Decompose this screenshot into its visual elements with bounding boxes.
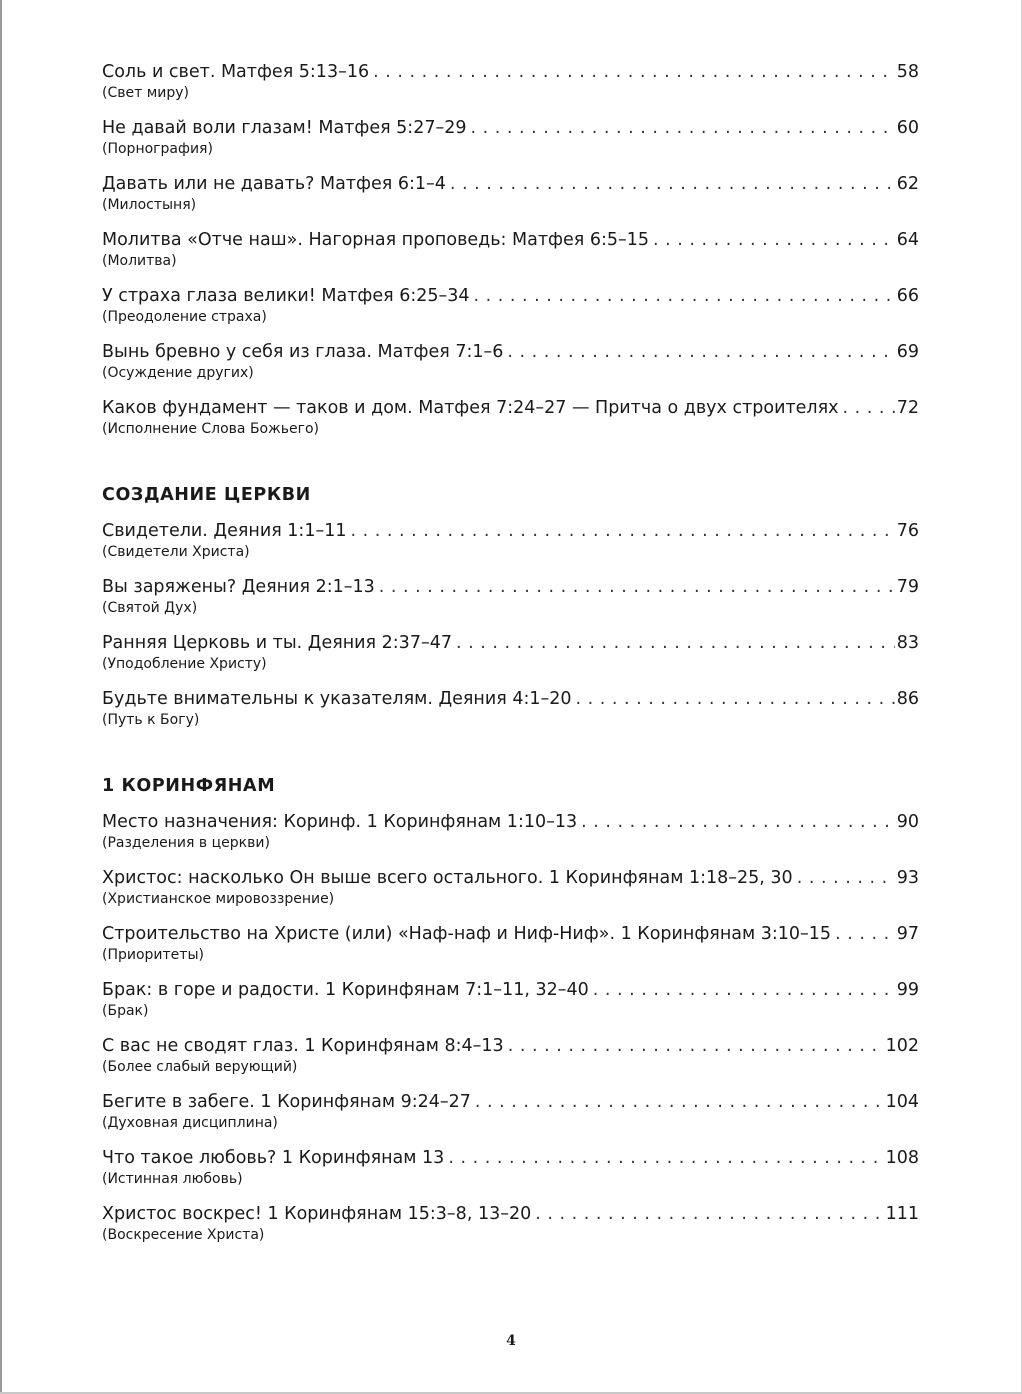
- toc-entry: [102, 173, 919, 229]
- toc-page-number: 93: [896, 868, 919, 888]
- toc-entry-topic: (Свидетели Христа): [102, 544, 250, 560]
- toc-entry-title: У страха глаза велики! Матфея 6:25–34: [102, 286, 470, 306]
- toc-entry-title: Вы заряжены? Деяния 2:1–13: [102, 577, 375, 597]
- toc-entry-line: [102, 576, 919, 599]
- toc-entry-line: [102, 1147, 919, 1170]
- toc-page-number: 108: [885, 1148, 919, 1168]
- dot-leader: [456, 632, 895, 655]
- toc-page-number: 72: [896, 398, 919, 418]
- toc-page-number: 99: [896, 980, 919, 1000]
- dot-leader: [843, 397, 895, 420]
- toc-entry-title: С вас не сводят глаз. 1 Коринфянам 8:4–13: [102, 1036, 504, 1056]
- toc-entry: [102, 688, 919, 744]
- page-left-edge: [0, 0, 2, 1394]
- toc-entry-line: [102, 979, 919, 1002]
- dot-leader: [379, 576, 895, 599]
- toc-entry: [102, 1147, 919, 1203]
- toc-entry-topic: (Более слабый верующий): [102, 1059, 298, 1075]
- toc-entry-title: Давать или не давать? Матфея 6:1–4: [102, 174, 446, 194]
- toc-entry: [102, 285, 919, 341]
- toc-page-number: 62: [896, 174, 919, 194]
- toc-entry-topic: (Уподобление Христу): [102, 656, 267, 672]
- toc-page-number: 97: [896, 924, 919, 944]
- toc-entry-line: [102, 688, 919, 711]
- toc-entry-line: [102, 229, 919, 252]
- dot-leader: [535, 1203, 883, 1226]
- toc-entry-line: [102, 1203, 919, 1226]
- dot-leader: [507, 341, 894, 364]
- toc-page-number: 86: [896, 689, 919, 709]
- section-heading: СОЗДАНИЕ ЦЕРКВИ: [102, 485, 311, 505]
- toc-entry-topic: (Святой Дух): [102, 600, 198, 616]
- dot-leader: [581, 811, 895, 834]
- toc-entry-topic: (Молитва): [102, 253, 177, 269]
- toc-entry-line: [102, 117, 919, 140]
- dot-leader: [576, 688, 895, 711]
- toc-entry-topic: (Путь к Богу): [102, 712, 200, 728]
- toc-page-number: 60: [896, 118, 919, 138]
- toc-entry-topic: (Истинная любовь): [102, 1171, 243, 1187]
- toc-entry-line: [102, 1035, 919, 1058]
- toc-entry: [102, 229, 919, 285]
- toc-entry: [102, 979, 919, 1035]
- toc-page-number: 58: [896, 62, 919, 82]
- toc-entry-topic: (Свет миру): [102, 85, 190, 101]
- section-heading: 1 КОРИНФЯНАМ: [102, 776, 276, 796]
- dot-leader: [593, 979, 895, 1002]
- dot-leader: [474, 285, 895, 308]
- toc-entry-topic: (Духовная дисциплина): [102, 1115, 278, 1131]
- toc-entry-title: Христос воскрес! 1 Коринфянам 15:3–8, 13–20: [102, 1204, 532, 1224]
- toc-entry-topic: (Воскресение Христа): [102, 1227, 265, 1243]
- toc-entry-topic: (Брак): [102, 1003, 149, 1019]
- toc-entry: [102, 1035, 919, 1091]
- toc-entry-line: [102, 397, 919, 420]
- toc-entry-line: [102, 811, 919, 834]
- toc-entry: [102, 61, 919, 117]
- toc-entry-line: [102, 923, 919, 946]
- toc-entry-title: Каков фундамент — таков и дом. Матфея 7:24–27 — Притча о двух строителях: [102, 398, 839, 418]
- dot-leader: [508, 1035, 884, 1058]
- toc-entry-title: Что такое любовь? 1 Коринфянам 13: [102, 1148, 445, 1168]
- toc-entry-topic: (Исполнение Слова Божьего): [102, 421, 319, 437]
- toc-entry-line: [102, 1091, 919, 1114]
- dot-leader: [475, 1091, 884, 1114]
- toc-entry-topic: (Христианское мировоззрение): [102, 891, 335, 907]
- toc-entry-title: Брак: в горе и радости. 1 Коринфянам 7:1–11, 32–40: [102, 980, 589, 1000]
- table-of-contents: [102, 61, 919, 1259]
- toc-entry: [102, 811, 919, 867]
- toc-entry-title: Будьте внимательны к указателям. Деяния 4:1–20: [102, 689, 572, 709]
- toc-page-number: 64: [896, 230, 919, 250]
- dot-leader: [797, 867, 895, 890]
- toc-entry-line: [102, 520, 919, 543]
- toc-entry-title: Молитва «Отче наш». Нагорная проповедь: Матфея 6:5–15: [102, 230, 650, 250]
- toc-page-number: 90: [896, 812, 919, 832]
- dot-leader: [350, 520, 894, 543]
- toc-entry-title: Бегите в забеге. 1 Коринфянам 9:24–27: [102, 1092, 471, 1112]
- toc-entry-title: Соль и свет. Матфея 5:13–16: [102, 62, 370, 82]
- page-number: 4: [506, 1333, 516, 1349]
- toc-entry-title: Не давай воли глазам! Матфея 5:27–29: [102, 118, 467, 138]
- toc-entry-title: Вынь бревно у себя из глаза. Матфея 7:1–6: [102, 342, 504, 362]
- toc-entry-title: Место назначения: Коринф. 1 Коринфянам 1:10–13: [102, 812, 578, 832]
- dot-leader: [448, 1147, 883, 1170]
- toc-entry: [102, 576, 919, 632]
- toc-page-number: 79: [896, 577, 919, 597]
- toc-entry-title: Ранняя Церковь и ты. Деяния 2:37–47: [102, 633, 452, 653]
- toc-entry: [102, 341, 919, 397]
- toc-entry-line: [102, 285, 919, 308]
- dot-leader: [835, 923, 895, 946]
- toc-page-number: 102: [885, 1036, 919, 1056]
- toc-entry-title: Христос: насколько Он выше всего остального. 1 Коринфянам 1:18–25, 30: [102, 868, 793, 888]
- toc-entry: [102, 632, 919, 688]
- toc-entry: [102, 867, 919, 923]
- toc-entry-topic: (Разделения в церкви): [102, 835, 270, 851]
- toc-entry-topic: (Преодоление страха): [102, 309, 267, 325]
- toc-page-number: 83: [896, 633, 919, 653]
- toc-page-number: 104: [885, 1092, 919, 1112]
- toc-entry: [102, 397, 919, 453]
- toc-page-number: 76: [896, 521, 919, 541]
- toc-entry-line: [102, 61, 919, 84]
- toc-entry-line: [102, 632, 919, 655]
- dot-leader: [450, 173, 895, 196]
- toc-entry-topic: (Милостыня): [102, 197, 197, 213]
- dot-leader: [471, 117, 895, 140]
- toc-page-number: 111: [885, 1204, 919, 1224]
- toc-entry-topic: (Осуждение других): [102, 365, 254, 381]
- toc-entry-title: Свидетели. Деяния 1:1–11: [102, 521, 347, 541]
- toc-entry: [102, 520, 919, 576]
- toc-entry: [102, 923, 919, 979]
- toc-entry: [102, 1203, 919, 1259]
- toc-entry-topic: (Приоритеты): [102, 947, 204, 963]
- dot-leader: [373, 61, 895, 84]
- toc-entry: [102, 1091, 919, 1147]
- toc-entry-line: [102, 341, 919, 364]
- toc-page-number: 66: [896, 286, 919, 306]
- dot-leader: [653, 229, 895, 252]
- toc-entry: [102, 117, 919, 173]
- toc-entry-title: Строительство на Христе (или) «Наф-наф и Ниф-Ниф». 1 Коринфянам 3:10–15: [102, 924, 832, 944]
- toc-entry-topic: (Порнография): [102, 141, 213, 157]
- toc-entry-line: [102, 867, 919, 890]
- toc-entry-line: [102, 173, 919, 196]
- toc-page-number: 69: [896, 342, 919, 362]
